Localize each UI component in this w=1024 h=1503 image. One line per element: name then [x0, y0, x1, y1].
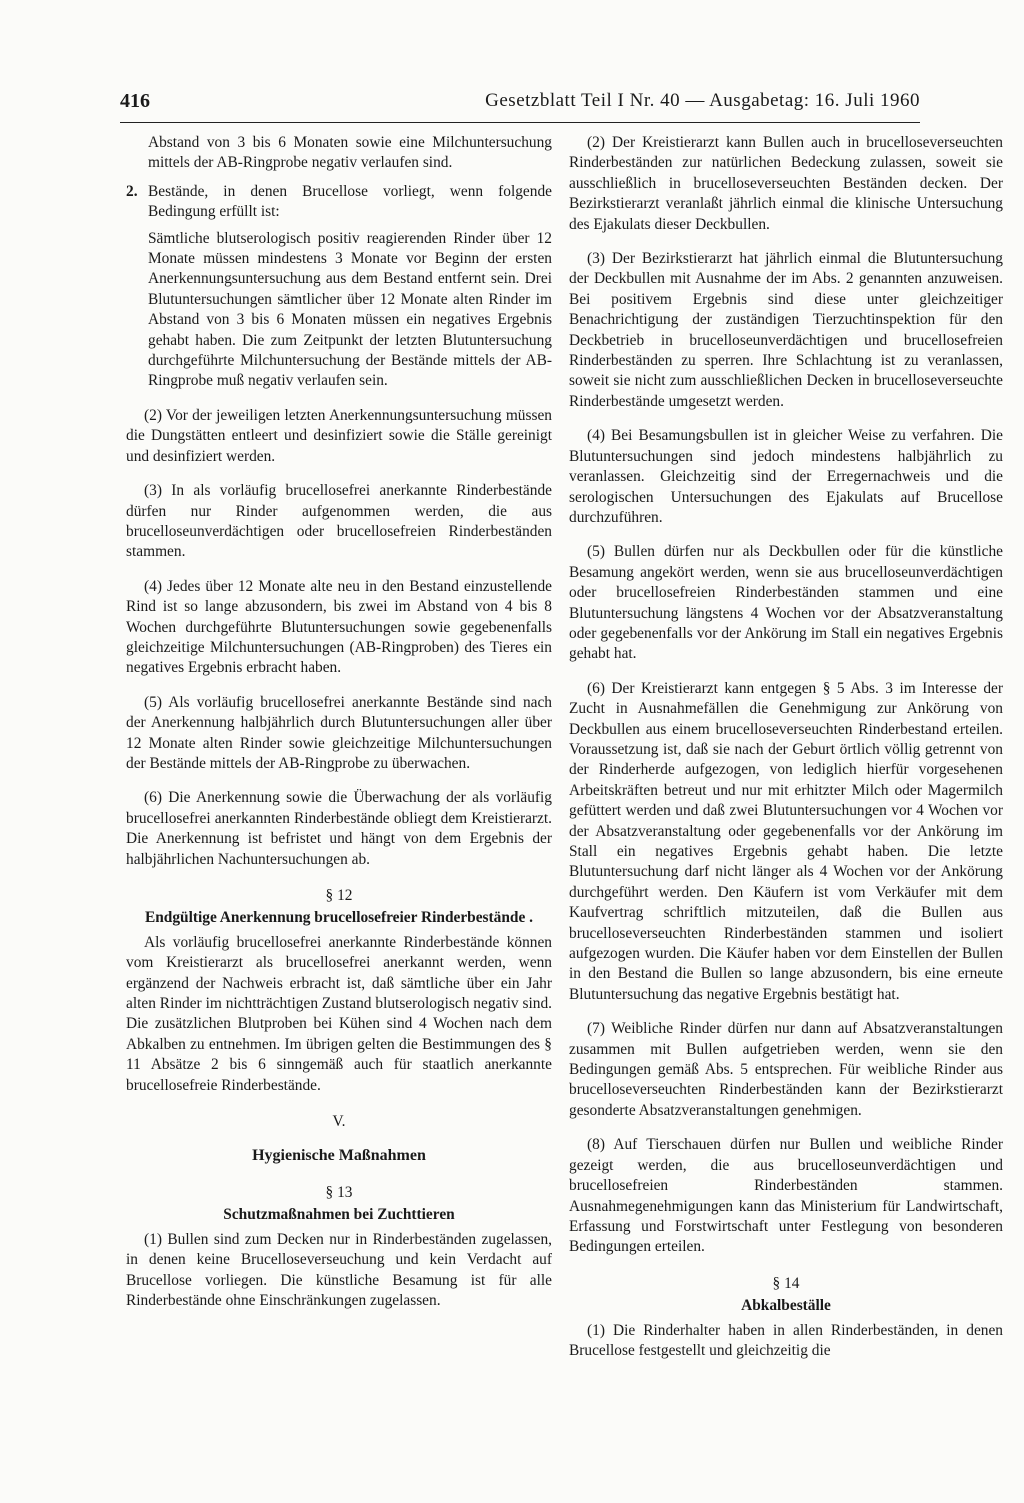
page-number: 416 [120, 90, 150, 112]
section-14-paragraph-1: (1) Die Rinderhalter haben in allen Rinderbeständen, in denen Brucellose festgestellt und gleichzeitig die [569, 1321, 1003, 1359]
running-title: Gesetzblatt Teil I Nr. 40 — Ausgabetag: 16. Juli 1960 [485, 90, 920, 111]
paragraph-r6: (6) Der Kreistierarzt kann entgegen § 5 Abs. 3 im Interesse der Zucht in Ausnahmefällen die Genehmigung zur Ankörung von Deckbullen aus einem brucelloseverseuchten Rinderbestand erteilen. Voraussetzung ist, daß sie nach der Geburt örtlich völlig getrennt von der Rinderherde aufgezogen, von lediglich hierfür vorgesehenen Arbeitskräften betreut und nur mit erhitzter Milch oder Magermilch gefüttert werden und daß zwei Blutuntersuchungen vor 4 Wochen vor der Absatzveranstaltung oder gegebenenfalls vor der Ankörung im Stall ein negatives Ergebnis gehabt haben. Die letzte Blutuntersuchung darf nicht länger als 4 Wochen vor der Ankörung durchgeführt werden. Den Käufern ist vom Verkäufer mit dem Kaufvertrag schriftlich mitzuteilen, daß die Bullen aus brucelloseverseuchten Rinderbeständen stammen und isoliert aufgezogen wurden. Die Käufer haben vor dem Einstellen der Bullen in den Bestand die Bullen so lange abzusondern, bis eine erneute Blutuntersuchung das negative Ergebnis bestätigt hat. [569, 679, 1003, 1003]
section-12-number: § 12 [325, 887, 353, 904]
section-13-number: § 13 [325, 1183, 353, 1201]
left-column [126, 133, 552, 1325]
section-14-title: Abkalbeställe [741, 1297, 831, 1315]
item-body [148, 182, 552, 398]
item-number: 2. [126, 182, 138, 200]
item-lead: Bestände, in denen Brucellose vorliegt, wenn folgende Bedingung erfüllt ist: [148, 182, 552, 221]
paragraph-r4: (4) Bei Besamungsbullen ist in gleicher Weise zu verfahren. Die Blutuntersuchungen sind jedoch mindestens halbjährlich zu veranlassen. Gleichzeitig sind der Erregernachweis und die serologischen Untersuchungen des Ejakulats auf Brucellose durchzuführen. [569, 427, 1003, 526]
page-header [120, 88, 920, 118]
paragraph-r5: (5) Bullen dürfen nur als Deckbullen oder für die künstliche Besamung angekört werden, wenn sie aus brucelloseunverdächtigen oder brucellosefreien Rinderbeständen stammen und eine Blutuntersuchung längstens 4 Wochen vor der Absatzveranstaltung oder gegebenenfalls vor der Ankörung im Stall ein negatives Ergebnis gehabt hat. [569, 543, 1003, 663]
right-column [569, 133, 1003, 1375]
chapter-title: Hygienische Maßnahmen [252, 1147, 426, 1165]
paragraph-4: (4) Jedes über 12 Monate alte neu in den Bestand einzustellende Rind ist so lange abzusondern, bis zwei im Abstand von 4 bis 8 Wochen durchgeführte Blutuntersuchungen sowie gegebenenfalls gleichzeitige Milchuntersuchungen (AB-Ringproben) des Tieres ein negatives Ergebnis erbracht haben. [126, 577, 552, 677]
paragraph-r8: (8) Auf Tierschauen dürfen nur Bullen und weibliche Rinder gezeigt werden, die aus brucelloseunverdächtigen und brucellosefreien Rinderbeständen stammen. Ausnahmegenehmigungen kann das Ministerium für Landwirtschaft, Erfassung und Forstwirtschaft unter Festlegung von besonderen Bedingungen erteilen. [569, 1136, 1003, 1256]
section-13-title: Schutzmaßnahmen bei Zuchttieren [223, 1206, 455, 1224]
paragraph-2: (2) Vor der jeweiligen letzten Anerkennungsuntersuchung müssen die Dungstätten entleert und desinfiziert sowie die Ställe gereinigt und desinfiziert werden. [126, 406, 552, 465]
list-item-2 [126, 182, 552, 398]
section-12-title: Endgültige Anerkennung brucellosefreier Rinderbestände . [144, 909, 534, 927]
section-12-body: Als vorläufig brucellosefrei anerkannte Rinderbestände können vom Kreistierarzt als brucellosefrei anerkannt werden, wenn ergänzend der Nachweis erbracht ist, daß sämtliche über ein Jahr alten Rinder im nichtträchtigen Zustand blutserologisch negativ sind. Die zusätzlichen Blutproben bei Kühen sind 4 Wochen nach dem Abkalben zu entnehmen. Im übrigen gelten die Bestimmungen des § 11 Absätze 2 bis 6 sinngemäß auch für staatlich anerkannte brucellosefreie Rinderbestände. [126, 933, 552, 1094]
item-text: Sämtliche blutserologisch positiv reagierenden Rinder über 12 Monate müssen mindestens 3 Monate vor Beginn der ersten Anerkennungsuntersuchung aus dem Bestand entfernt sein. Drei Blutuntersuchungen sämtlicher über 12 Monate alten Rinder im Abstand von 3 bis 6 Monaten müssen ein negatives Ergebnis gehabt haben. Die zum Zeitpunkt der letzten Blutuntersuchung durchgeführte Milchuntersuchung der Bestände mittels der AB-Ringprobe muß negativ verlaufen sein. [148, 229, 552, 390]
paragraph-3: (3) In als vorläufig brucellosefrei anerkannte Rinderbestände dürfen nur Rinder aufgenommen werden, die aus brucelloseunverdächtigen oder brucellosefreien Rinderbeständen stammen. [126, 482, 552, 561]
header-rule [120, 122, 920, 123]
continued-item-1: Abstand von 3 bis 6 Monaten sowie eine Milchuntersuchung mittels der AB-Ringprobe negativ verlaufen sind. [148, 134, 552, 172]
chapter-number: V. [332, 1113, 346, 1131]
paragraph-5: (5) Als vorläufig brucellosefrei anerkannte Bestände sind nach der Anerkennung halbjährlich durch Blutuntersuchungen aller über 12 Monate alten Rinder sowie gleichzeitige Milchuntersuchungen der Bestände mittels der AB-Ringprobe zu überwachen. [126, 693, 552, 772]
paragraph-6: (6) Die Anerkennung sowie die Überwachung der als vorläufig brucellosefrei anerkannten Rinderbestände obliegt dem Kreistierarzt. Die Anerkennung ist befristet und hängt von dem Ergebnis der halbjährlichen Nachuntersuchungen ab. [126, 789, 552, 868]
section-13-paragraph-1: (1) Bullen sind zum Decken nur in Rinderbeständen zugelassen, in denen keine Brucelloseverseuchung und kein Verdacht auf Brucellose vorliegen. Die künstliche Besamung ist für alle Rinderbestände ohne Einschränkungen zugelassen. [126, 1230, 552, 1309]
paragraph-r3: (3) Der Bezirkstierarzt hat jährlich einmal die Blutuntersuchung der Deckbullen mit Ausnahme der im Abs. 2 genannten anzuweisen. Bei positivem Ergebnis sind diese unter gleichzeitiger Benachrichtigung der zuständigen Tierzuchtinspektion für den Deckbetrieb in brucelloseunverdächtigen und brucellosefreien Rinderbeständen zu sperren. Ihre Schlachtung ist zu veranlassen, soweit sie nicht zum ausschließlichen Decken in brucelloseverseuchte Rinderbestände umgesetzt werden. [569, 250, 1003, 410]
section-14-number: § 14 [772, 1274, 800, 1292]
paragraph-r7: (7) Weibliche Rinder dürfen nur dann auf Absatzveranstaltungen zusammen mit Bullen aufgetrieben werden, wenn sie den Bedingungen gemäß Abs. 5 entsprechen. Für weibliche Rinder aus brucelloseverseuchten Rinderbeständen kann der Bezirkstierarzt gesonderte Absatzveranstaltungen genehmigen. [569, 1020, 1003, 1119]
paragraph-r2: (2) Der Kreistierarzt kann Bullen auch in brucelloseverseuchten Rinderbeständen zur natürlichen Bedeckung zulassen, soweit sie ausschließlich in brucelloseverseuchten Beständen decken. Der Bezirkstierarzt veranlaßt jährlich einmal die klinische Untersuchung des Ejakulats dieser Deckbullen. [569, 134, 1003, 233]
